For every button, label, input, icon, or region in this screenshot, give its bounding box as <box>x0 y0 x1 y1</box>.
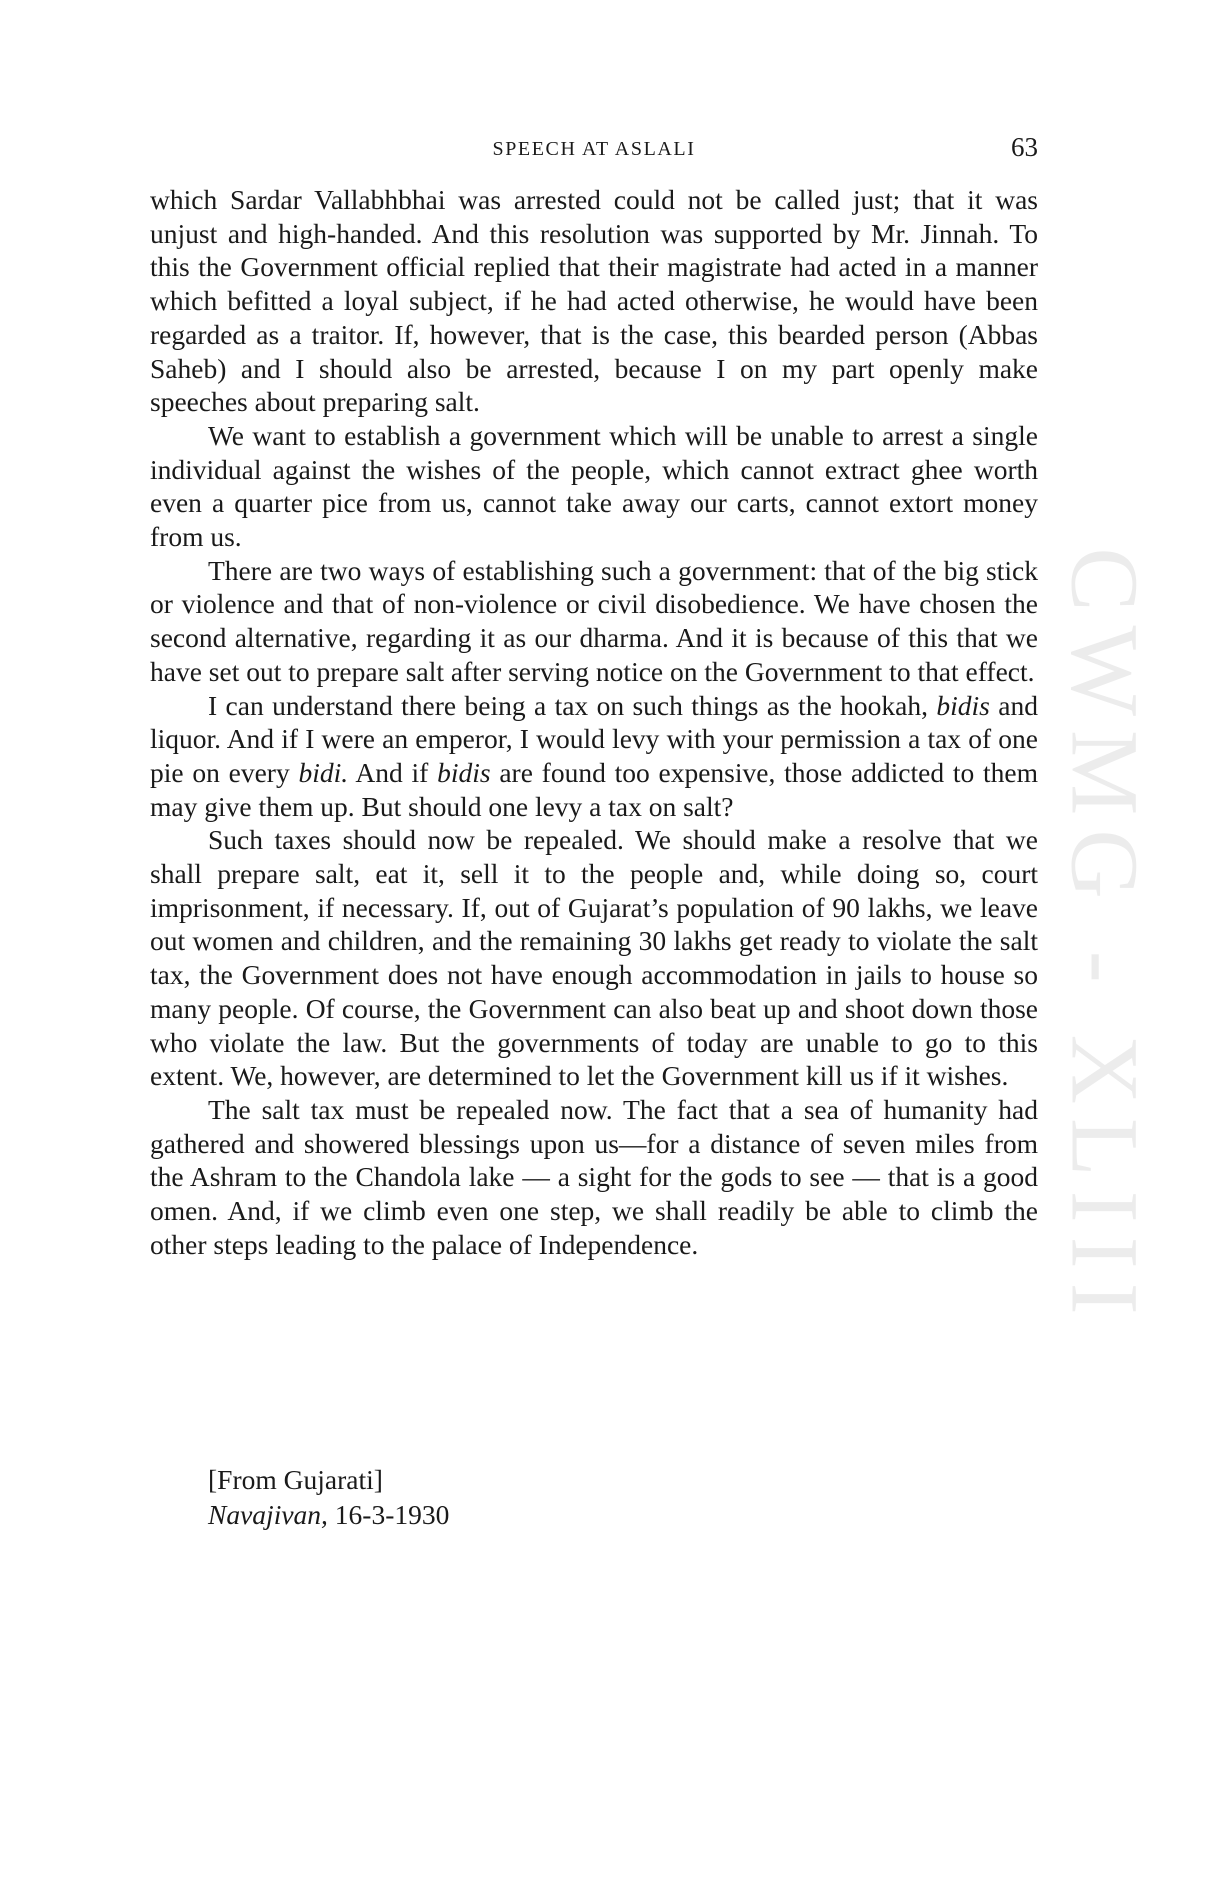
text-run: The salt tax must be repealed now. The fact that a sea of humanity had gathered and showered blessings upon us—for a distance of seven miles from the Ashram to the Chandola lake — a sight for the gods to see — that is a good omen. And, if we climb even one step, we shall readily be able to climb the other steps leading to the palace of Independence. <box>150 1093 1038 1260</box>
paragraph <box>150 419 1038 554</box>
italic-term: bidis <box>437 756 491 788</box>
text-run: are found too expensive, those addicted to them may give them up. But should one levy a tax on salt? <box>150 756 1039 822</box>
body-text <box>150 183 1038 1262</box>
publication-name: Navajivan, <box>208 1499 328 1530</box>
watermark-text: CWMG - XLIII <box>1051 547 1159 1329</box>
paragraph <box>150 823 1038 1093</box>
text-run: There are two ways of establishing such a government: that of the big stick or violence and that of non-violence or civil disobedience. We have chosen the second alternative, regarding it as our dharma. And it is because of this that we have set out to prepare salt after serving notice on the Government to that effect. <box>150 554 1038 687</box>
text-run: And if <box>348 756 438 788</box>
paragraph <box>150 554 1038 689</box>
paragraph <box>150 183 1038 419</box>
text-run: I can understand there being a tax on such things as the hookah, <box>208 689 937 721</box>
running-title: SPEECH AT ASLALI <box>492 138 696 160</box>
italic-term: bidis <box>936 689 990 721</box>
text-run: Such taxes should now be repealed. We should make a resolve that we shall prepare salt, eat it, sell it to the people and, while doing so, court imprisonment, if necessary. If, out of Gujarat’s population of 90 lakhs, we leave out women and children, and the remaining 30 lakhs get ready to violate the salt tax, the Government does not have enough accommodation in jails to house so many people. Of course, the Government can also beat up and shoot down those who violate the law. But the governments of today are unable to go to this extent. We, however, are determined to let the Government kill us if it wishes. <box>150 824 1038 1092</box>
dateline <box>208 1498 449 1532</box>
page-number: 63 <box>1011 132 1038 162</box>
text-run: which Sardar Vallabhbhai was arrested could not be called just; that it was unjust and high-handed. And this resolution was supported by Mr. Jinnah. To this the Government official replied that their magistrate had acted in a manner which befitted a loyal subject, if he had acted otherwise, he would have been regarded as a traitor. If, however, that is the case, this bearded person (Abbas Saheb) and I should also be arrested, because I on my part openly make speeches about preparing salt. <box>150 184 1038 418</box>
source-note: [From Gujarati] <box>208 1464 383 1495</box>
text-run: We want to establish a government which will be unable to arrest a single individual against the wishes of the people, which cannot extract ghee worth even a quarter pice from us, cannot take away our carts, cannot extort money from us. <box>150 419 1038 553</box>
text-run: and liquor. And if I were an emperor, I would levy with your permission a tax of one pie on every <box>150 689 1038 788</box>
paragraph <box>150 689 1038 824</box>
running-header <box>150 132 1038 168</box>
watermark <box>1051 438 1159 1438</box>
italic-term: bidi. <box>298 756 349 788</box>
publication-date: 16-3-1930 <box>334 1499 450 1530</box>
paragraph <box>150 1093 1038 1262</box>
